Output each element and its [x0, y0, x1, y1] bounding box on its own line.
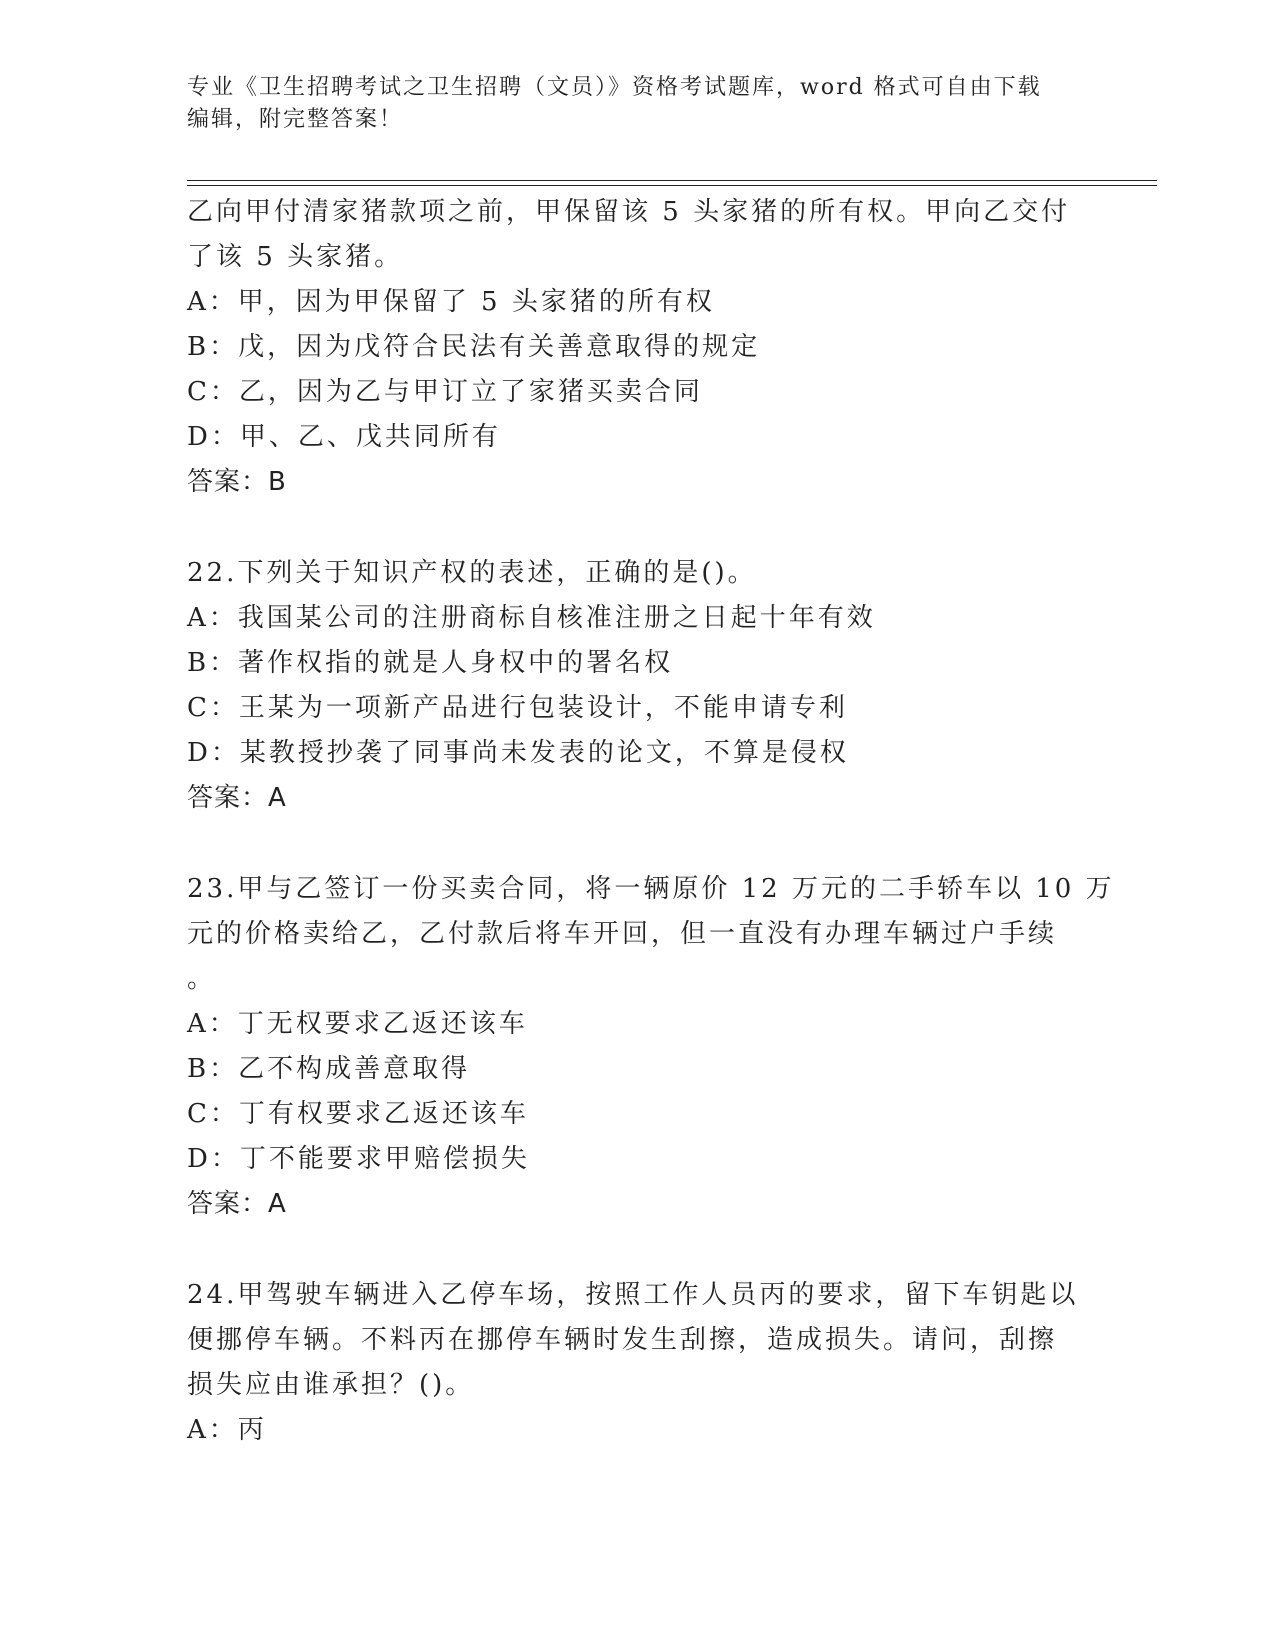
question-24-block	[187, 1273, 1087, 1453]
option-b: B：著作权指的就是人身权中的署名权	[187, 648, 674, 678]
option-b: B：戊，因为戊符合民法有关善意取得的规定	[187, 332, 761, 362]
answer-line: 答案：B	[187, 467, 287, 497]
question-stem-line: 24.甲驾驶车辆进入乙停车场，按照工作人员丙的要求，留下车钥匙以	[187, 1280, 1079, 1310]
question-22-block	[187, 551, 1087, 821]
answer-line: 答案：A	[187, 1189, 287, 1219]
question-21-block	[187, 190, 1087, 505]
question-23-block	[187, 867, 1115, 1227]
option-b: B：乙不构成善意取得	[187, 1054, 471, 1084]
answer-line: 答案：A	[187, 783, 287, 813]
option-d: D：丁不能要求甲赔偿损失	[187, 1144, 530, 1174]
header-divider-bottom	[187, 185, 1157, 186]
option-a: A：我国某公司的注册商标自核准注册之日起十年有效	[187, 603, 876, 633]
question-stem-line: 。	[187, 964, 217, 994]
option-a: A：丙	[187, 1415, 267, 1445]
header-divider-top	[187, 180, 1157, 181]
header-line-2: 编辑，附完整答案！	[187, 107, 404, 132]
question-stem-line: 22.下列关于知识产权的表述，正确的是()。	[187, 558, 757, 588]
question-stem-line: 23.甲与乙签订一份买卖合同，将一辆原价 12 万元的二手轿车以 10 万	[187, 874, 1115, 904]
option-c: C：乙，因为乙与甲订立了家猪买卖合同	[187, 377, 703, 407]
question-stem-line: 便挪停车辆。不料丙在挪停车辆时发生刮擦，造成损失。请问，刮擦	[187, 1325, 1058, 1355]
question-stem-line: 元的价格卖给乙，乙付款后将车开回，但一直没有办理车辆过户手续	[187, 919, 1058, 949]
question-stem-line: 损失应由谁承担？()。	[187, 1370, 475, 1400]
option-a: A：甲，因为甲保留了 5 头家猪的所有权	[187, 287, 715, 317]
header-line-1: 专业《卫生招聘考试之卫生招聘（文员）》资格考试题库，word 格式可自由下载	[187, 75, 1042, 100]
option-a: A：丁无权要求乙返还该车	[187, 1009, 528, 1039]
option-c: C：丁有权要求乙返还该车	[187, 1099, 529, 1129]
option-c: C：王某为一项新产品进行包装设计，不能申请专利	[187, 693, 848, 723]
question-stem-line: 了该 5 头家猪。	[187, 242, 404, 272]
question-stem-line: 乙向甲付清家猪款项之前，甲保留该 5 头家猪的所有权。甲向乙交付	[187, 197, 1071, 227]
option-d: D：甲、乙、戊共同所有	[187, 422, 501, 452]
option-d: D：某教授抄袭了同事尚未发表的论文，不算是侵权	[187, 738, 849, 768]
document-body	[187, 190, 1115, 1453]
document-header	[187, 72, 1087, 136]
